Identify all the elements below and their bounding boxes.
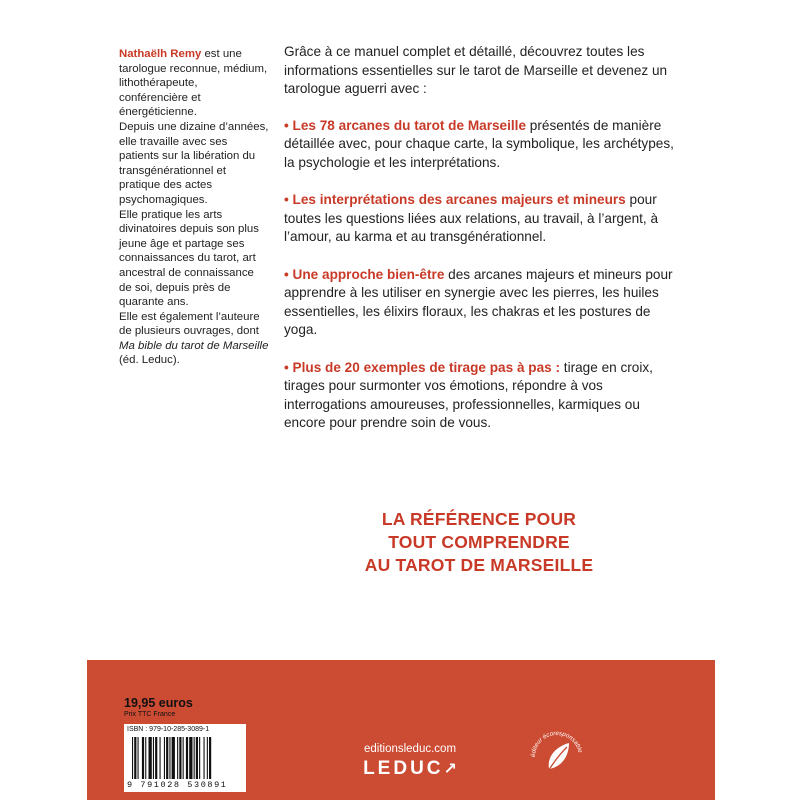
bullet-text: des arcanes majeurs et mineurs pour apprendre à les utiliser en synergie avec les pierres, les huiles essentielles, les élixirs floraux, les chakras et les postures de yoga. bbox=[284, 266, 673, 337]
tagline-line: AU TAROT DE MARSEILLE bbox=[364, 555, 594, 575]
tagline-line: LA RÉFÉRENCE POUR bbox=[381, 509, 577, 529]
bullet-marker: • bbox=[284, 266, 289, 282]
price-block bbox=[124, 696, 193, 719]
book-back-cover bbox=[87, 0, 715, 800]
bullet-marker: • bbox=[284, 192, 289, 207]
isbn-text: ISBN : 979-10-285-3089-1 bbox=[127, 726, 210, 733]
barcode-bar bbox=[134, 737, 136, 779]
barcode-bar bbox=[164, 737, 165, 779]
bullet-item bbox=[284, 117, 684, 173]
barcode-bar bbox=[204, 737, 205, 779]
author-bio-4: Elle est également l’auteure de plusieurs ouvrages, dont bbox=[119, 310, 260, 338]
bullet-highlight: Les 78 arcanes du tarot de Marseille bbox=[292, 117, 527, 133]
barcode-bar bbox=[183, 737, 184, 779]
author-book-title: Ma bible du tarot de Marseille bbox=[119, 339, 269, 352]
author-bio bbox=[119, 47, 269, 368]
barcode-bar bbox=[153, 737, 154, 779]
barcode-bar bbox=[149, 737, 152, 779]
barcode-bar bbox=[166, 737, 168, 779]
barcode-bar bbox=[189, 737, 192, 779]
bullet-item bbox=[284, 266, 684, 340]
bullet-text: pour toutes les questions liées aux relations, au travail, à l’argent, à l’amour, au karma et au transgénérationnel. bbox=[284, 192, 659, 244]
barcode-bar bbox=[194, 737, 195, 779]
eco-badge-text: éditeur écoresponsable bbox=[529, 729, 584, 758]
author-name: Nathaëlh Remy bbox=[119, 48, 202, 60]
bullet-highlight: Les interprétations des arcanes majeurs et mineurs bbox=[292, 192, 626, 207]
arrow-up-right-icon: ↗ bbox=[443, 761, 457, 778]
barcode-bar bbox=[138, 737, 139, 779]
intro-text: Grâce à ce manuel complet et détaillé, découvrez toutes les informations essentielles sur le tarot de Marseille et devenez un tarologue aguerri avec : bbox=[284, 44, 668, 96]
publisher-logo-text: LEDUC bbox=[363, 758, 444, 779]
barcode-digits: 9 791028 530891 bbox=[127, 780, 228, 790]
bullet-marker: • bbox=[284, 117, 289, 133]
description bbox=[284, 43, 684, 452]
publisher-logo bbox=[350, 758, 470, 781]
barcode-block bbox=[124, 724, 246, 792]
bullet-highlight: Une approche bien-être bbox=[292, 266, 445, 282]
barcode-bar bbox=[142, 737, 144, 779]
barcode-bar bbox=[179, 737, 181, 779]
author-bio-4-end: (éd. Leduc). bbox=[119, 354, 180, 367]
bullet-item bbox=[284, 191, 684, 247]
publisher-url: editionsleduc.com bbox=[363, 743, 457, 755]
barcode-bar bbox=[169, 737, 170, 779]
bullet-text: présentés de manière détaillée avec, pour chaque carte, la symbolique, les archétypes, la psychologie et les interprétations. bbox=[284, 117, 674, 170]
barcode-bar bbox=[199, 737, 200, 779]
leaf-icon bbox=[527, 723, 587, 783]
barcode-bar bbox=[196, 737, 198, 779]
tagline bbox=[319, 508, 639, 577]
barcode-bar bbox=[155, 737, 157, 779]
publisher bbox=[350, 742, 470, 781]
barcode-bar bbox=[186, 737, 188, 779]
barcode-icon bbox=[132, 737, 240, 779]
price-note: Prix TTC France bbox=[124, 711, 176, 718]
bullet-highlight: Plus de 20 exemples de tirage pas à pas : bbox=[292, 359, 561, 375]
barcode-bar bbox=[177, 737, 178, 779]
tagline-line: TOUT COMPRENDRE bbox=[388, 532, 570, 552]
price-amount: 19,95 euros bbox=[124, 696, 193, 710]
author-bio-3: Elle pratique les arts divinatoires depuis son plus jeune âge et partage ses connaissances du tarot, art ancestral de connaissance de soi, depuis près de quarante ans. bbox=[119, 208, 259, 309]
bullet-marker: • bbox=[284, 359, 289, 375]
bullet-text: tirage en croix, tirages pour surmonter vos émotions, répondre à vos interrogations amoureuses, professionnelles, karmiques ou encore pour prendre soin de vous. bbox=[284, 359, 653, 430]
barcode-bar bbox=[145, 737, 146, 779]
barcode-bar bbox=[209, 737, 211, 779]
bullet-item bbox=[284, 359, 684, 433]
author-bio-2: Depuis une dizaine d’années, elle travaille avec ses patients sur la libération du transgénérationnel et pratique des actes psychomagiques. bbox=[119, 120, 269, 206]
author-bio-1: est une tarologue reconnue, médium, lithothérapeute, conférencière et énergéticienne. bbox=[119, 48, 268, 119]
barcode-bar bbox=[132, 737, 133, 779]
barcode-bar bbox=[160, 737, 161, 779]
barcode-bar bbox=[172, 737, 175, 779]
barcode-bar bbox=[207, 737, 208, 779]
